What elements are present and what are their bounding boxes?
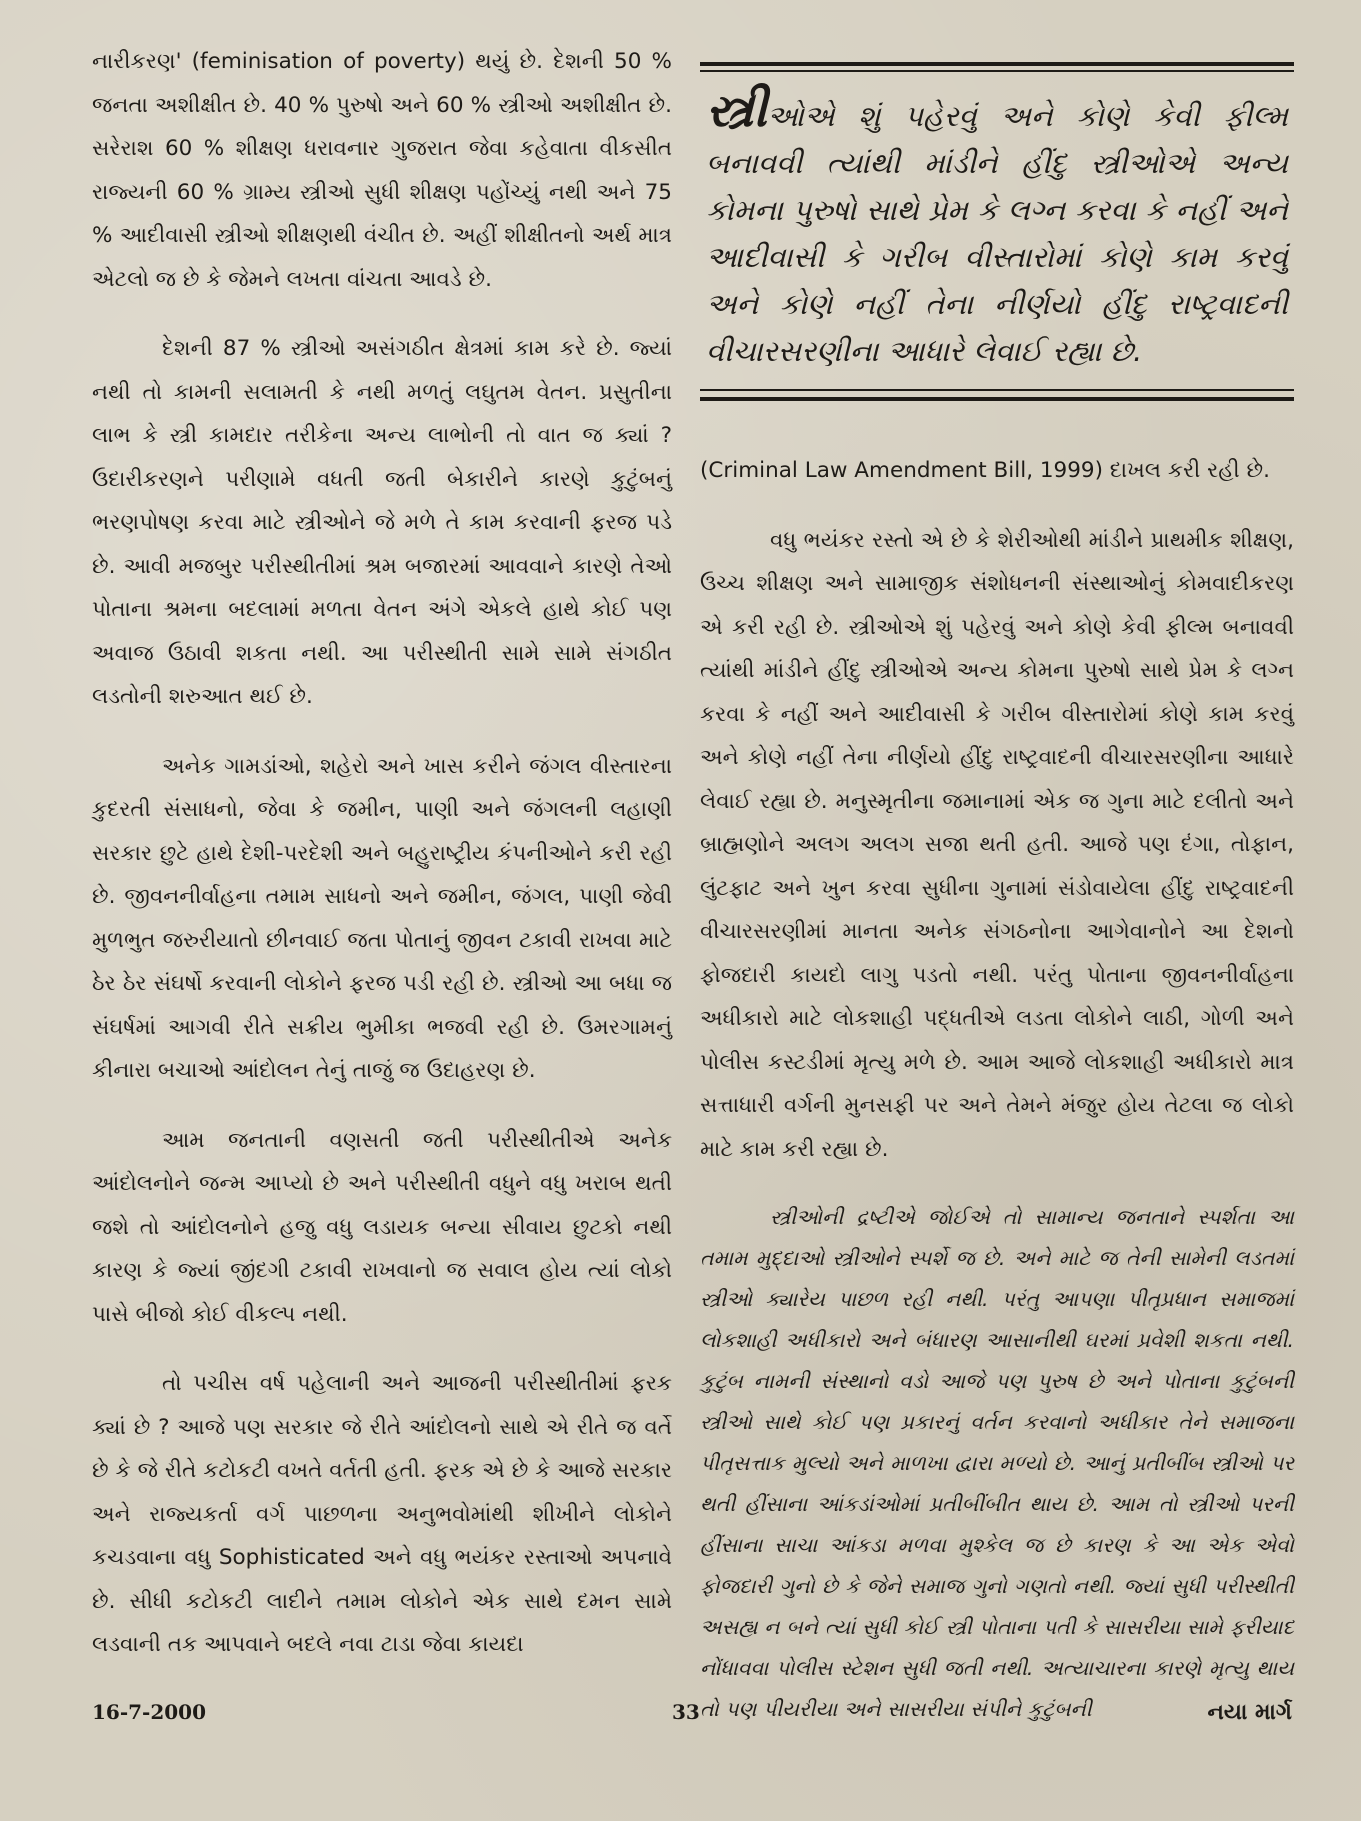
pull-quote <box>700 40 1294 421</box>
right-column <box>700 40 1294 1756</box>
paragraph: (Criminal Law Amendment Bill, 1999) દાખલ કરી રહી છે. <box>700 458 1270 483</box>
paragraph-italic: સ્ત્રીઓની દ્રષ્ટીએ જોઈએ તો સામાન્ય જનતાને સ્પર્શતા આ તમામ મુદ્દાઓ સ્ત્રીઓને સ્પર્શે જ છે. અને માટે જ તેની સામેની લડતમાં સ્ત્રીઓ ક્યારેય પાછળ રહી નથી. પરંતુ આપણા પીતૃપ્રધાન સમાજમાં લોકશાહી અધીકારો અને બંધારણ આસાનીથી ઘરમાં પ્રવેશી શકતા નથી. કુટુંબ નામની સંસ્થાનો વડો આજે પણ પુરુષ છે અને પોતાના કુટુંબની સ્ત્રીઓ સાથે કોઈ પણ પ્રકારનું વર્તન કરવાનો અધીકાર તેને સમાજના પીતૃસત્તાક મુલ્યો અને માળખા દ્વારા મળ્યો છે. આનું પ્રતીબીંબ સ્ત્રીઓ પર થતી હીંસાના આંકડાંઓમાં પ્રતીબીંબીત થાય છે. આમ તો સ્ત્રીઓ પરની હીંસાના સાચા આંકડા મળવા મુશ્કેલ જ છે કારણ કે આ એક એવો ફોજદારી ગુનો છે કે જેને સમાજ ગુનો ગણતો નથી. જ્યાં સુધી પરીસ્થીતી અસહ્ય ન બને ત્યાં સુધી કોઈ સ્ત્રી પોતાના પતી કે સાસરીયા સામે ફરીયાદ નોંધાવવા પોલીસ સ્ટેશન સુધી જતી નથી. અત્યાચારના કારણે મૃત્યુ થાય તો પણ પીયરીયા અને સાસરીયા સંપીને કુટુંબની <box>700 1205 1294 1721</box>
paragraph: નારીકરણ' (feminisation of poverty) થયું છે. દેશની 50 % જનતા અશીક્ષીત છે. 40 % પુરુષો અને 60 % સ્ત્રીઓ અશીક્ષીત છે. સરેરાશ 60 % શીક્ષણ ધરાવનાર ગુજરાત જેવા કહેવાતા વીકસીત રાજ્યની 60 % ગ્રામ્ય સ્ત્રીઓ સુધી શીક્ષણ પહોંચ્યું નથી અને 75 % આદીવાસી સ્ત્રીઓ શીક્ષણથી વંચીત છે. અહીં શીક્ષીતનો અર્થ માત્ર એટલો જ છે કે જેમને લખતા વાંચતા આવડે છે. <box>92 49 672 292</box>
paragraph: તો પચીસ વર્ષ પહેલાની અને આજની પરીસ્થીતીમાં ફરક ક્યાં છે ? આજે પણ સરકાર જે રીતે આંદોલનો સાથે એ રીતે જ વર્તે છે કે જે રીતે કટોકટી વખતે વર્તતી હતી. ફરક એ છે કે આજે સરકાર અને રાજ્યકર્તા વર્ગ પાછળના અનુભવોમાંથી શીખીને લોકોને કચડવાના વધુ Sophisticated અને વધુ ભયંકર રસ્તાઓ અપનાવે છે. સીધી કટોકટી લાદીને તમામ લોકોને એક સાથે દમન સામે લડવાની તક આપવાને બદલે નવા ટાડા જેવા કાયદા <box>92 1371 672 1657</box>
paragraph: આમ જનતાની વણસતી જતી પરીસ્થીતીએ અનેક આંદોલનોને જન્મ આપ્યો છે અને પરીસ્થીતી વધુને વધુ ખરાબ થતી જશે તો આંદોલનોને હજુ વધુ લડાયક બન્યા સીવાય છુટકો નથી કારણ કે જ્યાં જીંદગી ટકાવી રાખવાનો જ સવાલ હોય ત્યાં લોકો પાસે બીજો કોઈ વીકલ્પ નથી. <box>92 1127 672 1327</box>
footer-date: 16-7-2000 <box>92 1700 207 1724</box>
paragraph: દેશની 87 % સ્ત્રીઓ અસંગઠીત ક્ષેત્રમાં કામ કરે છે. જ્યાં નથી તો કામની સલામતી કે નથી મળતું લઘુતમ વેતન. પ્રસુતીના લાભ કે સ્ત્રી કામદાર તરીકેના અન્ય લાભોની તો વાત જ ક્યાં ? ઉદારીકરણને પરીણામે વધતી જતી બેકારીને કારણે કુટુંબનું ભરણપોષણ કરવા માટે સ્ત્રીઓને જે મળે તે કામ કરવાની ફરજ પડે છે. આવી મજબુર પરીસ્થીતીમાં શ્રમ બજારમાં આવવાને કારણે તેઓ પોતાના શ્રમના બદલામાં મળતા વેતન અંગે એકલે હાથે કોઈ પણ અવાજ ઉઠાવી શકતા નથી. આ પરીસ્થીતી સામે સામે સંગઠીત લડતોની શરુઆત થઈ છે. <box>92 336 672 709</box>
paragraph: અનેક ગામડાંઓ, શહેરો અને ખાસ કરીને જંગલ વીસ્તારના કુદરતી સંસાધનો, જેવા કે જમીન, પાણી અને જંગલની લહાણી સરકાર છુટે હાથે દેશી-પરદેશી અને બહુરાષ્ટ્રીય કંપનીઓને કરી રહી છે. જીવનનીર્વાહના તમામ સાધનો અને જમીન, જંગલ, પાણી જેવી મુળભુત જરુરીયાતો છીનવાઈ જતા પોતાનું જીવન ટકાવી રાખવા માટે ઠેર ઠેર સંઘર્ષો કરવાની લોકોને ફરજ પડી રહી છે. સ્ત્રીઓ આ બધા જ સંઘર્ષમાં આગવી રીતે સક્રીય ભુમીકા ભજવી રહી છે. ઉમરગામનું કીનારા બચાઓ આંદોલન તેનું તાજું જ ઉદાહરણ છે. <box>92 753 672 1083</box>
pull-quote-top-rule <box>700 62 1294 66</box>
pull-quote-body: ઓએ શું પહેરવું અને કોણે કેવી ફીલ્મ બનાવવી ત્યાંથી માંડીને હીંદુ સ્ત્રીઓએ અન્ય કોમના પુરુષો સાથે પ્રેમ કે લગ્ન કરવા કે નહીં અને આદીવાસી કે ગરીબ વીસ્તારોમાં કોણે કામ કરવું અને કોણે નહીં તેના નીર્ણયો હીંદુ રાષ્ટ્રવાદની વીચારસરણીના આધારે લેવાઈ રહ્યા છે. <box>706 99 1288 368</box>
left-column <box>92 40 672 1693</box>
pull-quote-lead: સ્ત્રી <box>706 82 768 138</box>
footer-magazine-name: નયા માર્ગ <box>1207 1700 1292 1725</box>
footer-page-number: 33 <box>672 1700 700 1724</box>
pull-quote-bottom-rule <box>700 397 1294 401</box>
page-footer <box>92 1700 1292 1740</box>
paragraph: વધુ ભયંકર રસ્તો એ છે કે શેરીઓથી માંડીને પ્રાથમીક શીક્ષણ, ઉચ્ચ શીક્ષણ અને સામાજીક સંશોધનની સંસ્થાઓનું કોમવાદીકરણ એ કરી રહી છે. સ્ત્રીઓએ શું પહેરવું અને કોણે કેવી ફીલ્મ બનાવવી ત્યાંથી માંડીને હીંદુ સ્ત્રીઓએ અન્ય કોમના પુરુષો સાથે પ્રેમ કે લગ્ન કરવા કે નહીં અને આદીવાસી કે ગરીબ વીસ્તારોમાં કોણે કામ કરવું અને કોણે નહીં તેના નીર્ણયો હીંદુ રાષ્ટ્રવાદની વીચારસરણીના આધારે લેવાઈ રહ્યા છે. મનુસ્મૃતીના જમાનામાં એક જ ગુના માટે દલીતો અને બ્રાહ્મણોને અલગ અલગ સજા થતી હતી. આજે પણ દંગા, તોફાન, લુંટફાટ અને ખુન કરવા સુધીના ગુનામાં સંડોવાયેલા હીંદુ રાષ્ટ્રવાદની વીચારસરણીમાં માનતા અનેક સંગઠનોના આગેવાનોને આ દેશનો ફોજદારી કાયદો લાગુ પડતો નથી. પરંતુ પોતાના જીવનનીર્વાહના અધીકારો માટે લોકશાહી પદ્ધતીએ લડતા લોકોને લાઠી, ગોળી અને પોલીસ કસ્ટડીમાં મૃત્યુ મળે છે. આમ આજે લોકશાહી અધીકારો માત્ર સત્તાધારી વર્ગની મુનસફી પર અને તેમને મંજુર હોય તેટલા જ લોકો માટે કામ કરી રહ્યા છે. <box>700 527 1294 1162</box>
pull-quote-text <box>700 66 1294 397</box>
